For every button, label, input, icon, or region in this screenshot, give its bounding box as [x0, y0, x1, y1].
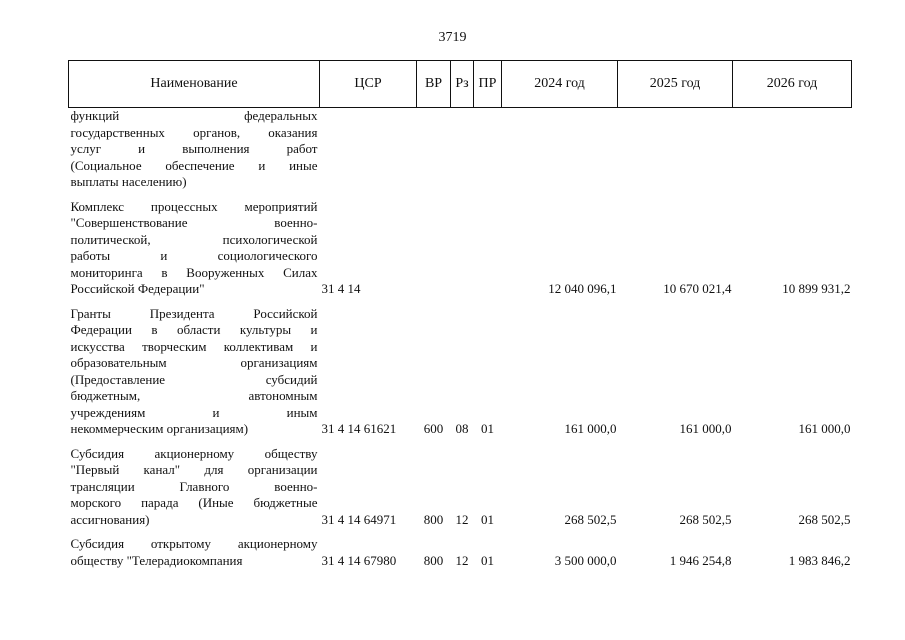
table-row [69, 446, 852, 537]
row-name-line: Субсидия открытому акционерному [70, 536, 318, 551]
row-rz: 12 [455, 552, 469, 568]
row-name-line: трансляции Главного военно- [70, 478, 318, 494]
row-rz [451, 108, 474, 199]
row-name-line: морского парада (Иные бюджетные [70, 495, 318, 510]
header-vr: ВР [417, 61, 451, 108]
row-name-line: "Совершенствование военно- [70, 215, 318, 230]
header-csr: ЦСР [320, 61, 417, 108]
row-name-line: (Предоставление субсидий [70, 371, 318, 387]
row-csr: 31 4 14 [321, 281, 361, 296]
row-amount-2024: 161 000,0 [564, 421, 617, 436]
row-pr: 01 [481, 552, 494, 568]
row-amount-2025 [618, 108, 733, 199]
row-amount-2024: 3 500 000,0 [554, 552, 617, 568]
row-vr: 800 [423, 552, 444, 568]
budget-table [68, 60, 852, 569]
row-amount-2025: 268 502,5 [679, 511, 732, 527]
row-amount-2026: 161 000,0 [798, 421, 851, 436]
row-name-line: Гранты Президента Российской [70, 305, 318, 321]
row-name [69, 199, 320, 306]
row-vr: 600 [423, 421, 444, 436]
row-amount-2025: 161 000,0 [679, 421, 732, 436]
row-name-line: Субсидия акционерному обществу [70, 445, 318, 461]
row-name-line: (Социальное обеспечение и иные [70, 157, 318, 173]
row-name-line: учреждениям и иным [70, 404, 318, 420]
row-rz: 12 [455, 511, 469, 527]
row-amount-2026: 268 502,5 [798, 511, 851, 527]
page-number: 3719 [438, 30, 467, 45]
row-name-line: функций федеральных [70, 108, 318, 123]
row-name [69, 446, 320, 537]
table-row [69, 306, 852, 446]
table-row [69, 108, 852, 199]
row-amount-2025: 10 670 021,4 [663, 281, 732, 296]
row-name-line: обществу "Телерадиокомпания [70, 552, 243, 568]
row-name-line: работы и социологического [70, 248, 318, 263]
row-csr: 31 4 14 67980 [321, 552, 397, 568]
header-name: Наименование [69, 61, 320, 108]
row-amount-2024 [502, 108, 618, 199]
row-name [69, 306, 320, 446]
row-name-line: политической, психологической [70, 231, 318, 247]
header-2024: 2024 год [502, 61, 618, 108]
row-name-line: выплаты населению) [70, 174, 187, 189]
row-name-line: государственных органов, оказания [70, 124, 318, 140]
header-2025: 2025 год [618, 61, 733, 108]
row-name [69, 108, 320, 199]
row-pr [474, 199, 502, 306]
row-amount-2026 [733, 108, 852, 199]
row-csr: 31 4 14 64971 [321, 511, 397, 527]
row-csr: 31 4 14 61621 [321, 421, 397, 436]
row-name-line: мониторинга в Вооруженных Силах [70, 264, 318, 280]
row-rz [451, 199, 474, 306]
row-amount-2026: 1 983 846,2 [788, 552, 851, 568]
row-name [69, 536, 320, 569]
row-csr [320, 108, 417, 199]
row-name-line: Российской Федерации" [70, 281, 205, 296]
table-header-row [69, 61, 852, 108]
row-name-line: "Первый канал" для организации [70, 462, 318, 477]
header-pr: ПР [474, 61, 502, 108]
row-vr [417, 108, 451, 199]
table-row [69, 536, 852, 569]
row-vr: 800 [423, 511, 444, 527]
row-amount-2026: 10 899 931,2 [782, 281, 851, 296]
row-name-line: бюджетным, автономным [70, 388, 318, 403]
header-rz: Рз [451, 61, 474, 108]
row-name-line: некоммерческим организациям) [70, 421, 249, 436]
row-name-line: Федерации в области культуры и [70, 322, 318, 337]
header-2026: 2026 год [733, 61, 852, 108]
row-amount-2024: 268 502,5 [564, 511, 617, 527]
row-vr [417, 199, 451, 306]
row-name-line: Комплекс процессных мероприятий [70, 198, 318, 214]
row-amount-2025: 1 946 254,8 [669, 552, 732, 568]
table-row [69, 199, 852, 306]
row-rz: 08 [455, 421, 469, 436]
row-pr [474, 108, 502, 199]
row-pr: 01 [481, 421, 494, 436]
row-amount-2024: 12 040 096,1 [548, 281, 617, 296]
row-name-line: ассигнования) [70, 511, 150, 527]
row-name-line: образовательным организациям [70, 355, 318, 370]
row-name-line: услуг и выполнения работ [70, 141, 318, 156]
table-body [69, 108, 852, 570]
row-name-line: искусства творческим коллективам и [70, 338, 318, 354]
row-pr: 01 [481, 511, 494, 527]
